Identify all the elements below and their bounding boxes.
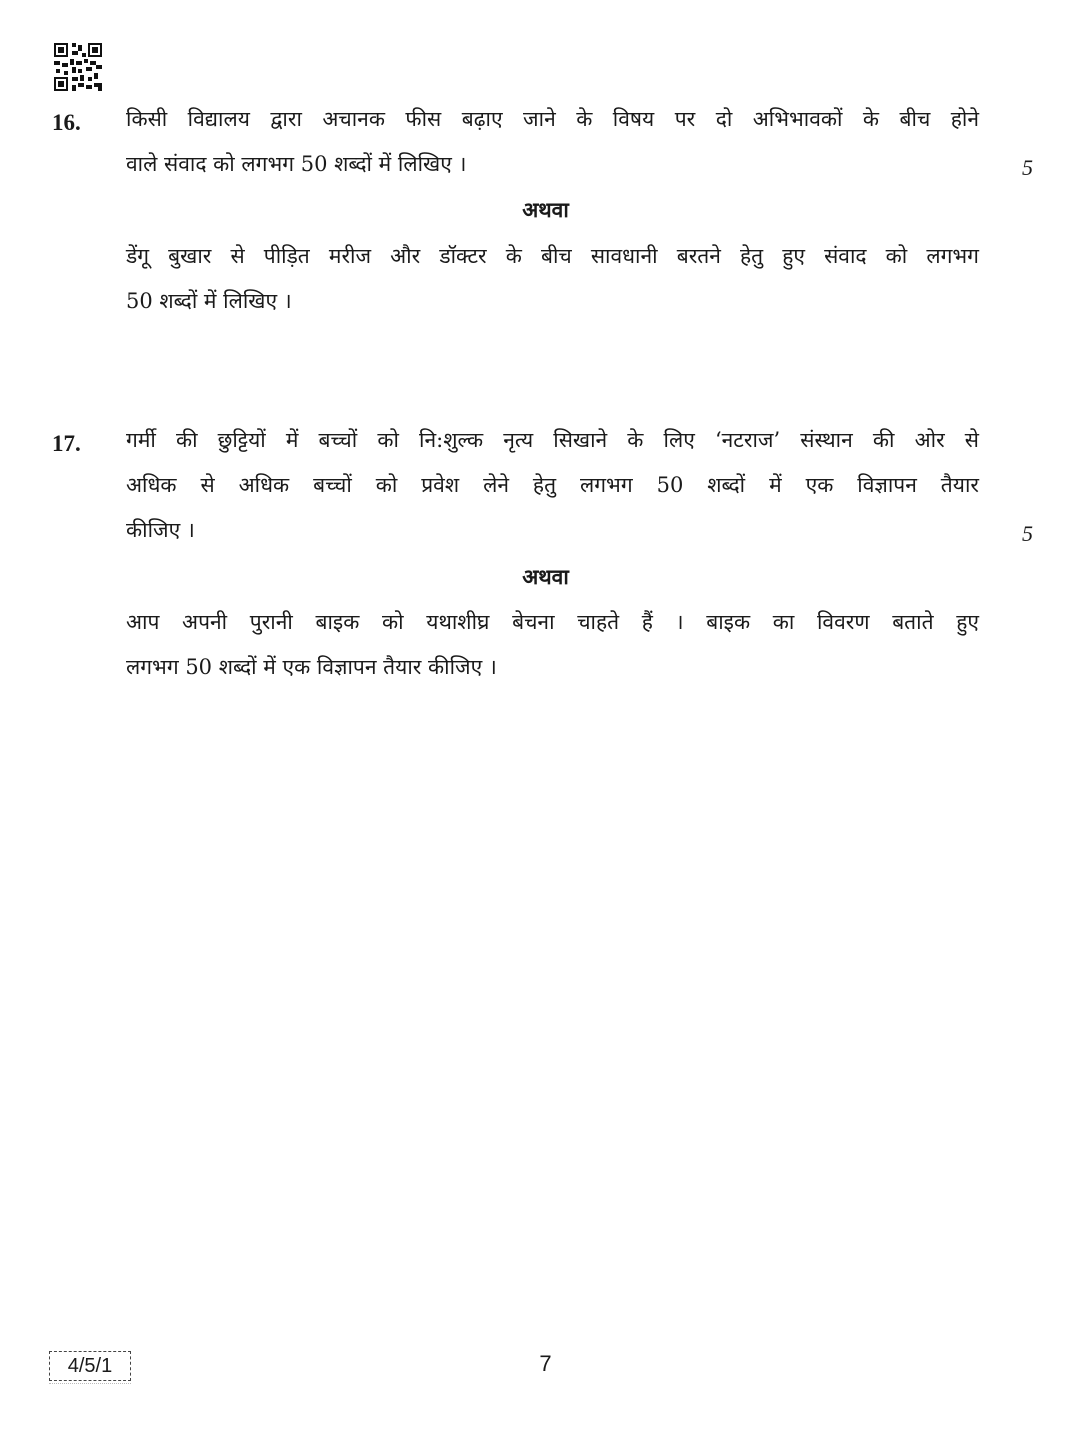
or-label-text: अथवा xyxy=(522,197,569,222)
question-line: अधिक से अधिक बच्चों को प्रवेश लेने हेतु लगभग 50 शब्दों में एक विज्ञापन तैयार xyxy=(126,473,979,497)
paper-code-fineprint xyxy=(49,1383,131,1388)
question-line: वाले संवाद को लगभग 50 शब्दों में लिखिए । xyxy=(126,152,467,176)
question-line: लगभग 50 शब्दों में एक विज्ञापन तैयार कीजिए । xyxy=(126,655,497,679)
question-line: किसी विद्यालय द्वारा अचानक फीस बढ़ाए जाने के विषय पर दो अभिभावकों के बीच होने xyxy=(126,107,979,131)
question-line: कीजिए । xyxy=(126,518,195,542)
alternative-question-text xyxy=(126,600,979,690)
marks-label: 5 xyxy=(1022,155,1033,180)
question-text xyxy=(126,97,979,187)
question-line: गर्मी की छुट्टियों में बच्चों को नि:शुल्क नृत्य सिखाने के लिए ‘नटराज’ संस्थान की ओर से xyxy=(126,428,979,452)
question-line: डेंगू बुखार से पीड़ित मरीज और डॉक्टर के बीच सावधानी बरतने हेतु हुए संवाद को लगभग xyxy=(126,244,979,268)
question-line: 50 शब्दों में लिखिए । xyxy=(126,289,292,313)
or-label xyxy=(0,566,1091,587)
alternative-question-text xyxy=(126,234,979,324)
question-line: आप अपनी पुरानी बाइक को यथाशीघ्र बेचना चाहते हैं । बाइक का विवरण बताते हुए xyxy=(126,610,979,634)
question-number: 17. xyxy=(52,431,81,456)
qr-code-icon xyxy=(54,43,102,91)
marks-label: 5 xyxy=(1022,521,1033,546)
or-label-text: अथवा xyxy=(522,564,569,589)
page-number: 7 xyxy=(539,1351,552,1376)
paper-code: 4/5/1 xyxy=(49,1351,131,1381)
question-text xyxy=(126,418,979,553)
question-number: 16. xyxy=(52,110,81,135)
or-label xyxy=(0,199,1091,220)
